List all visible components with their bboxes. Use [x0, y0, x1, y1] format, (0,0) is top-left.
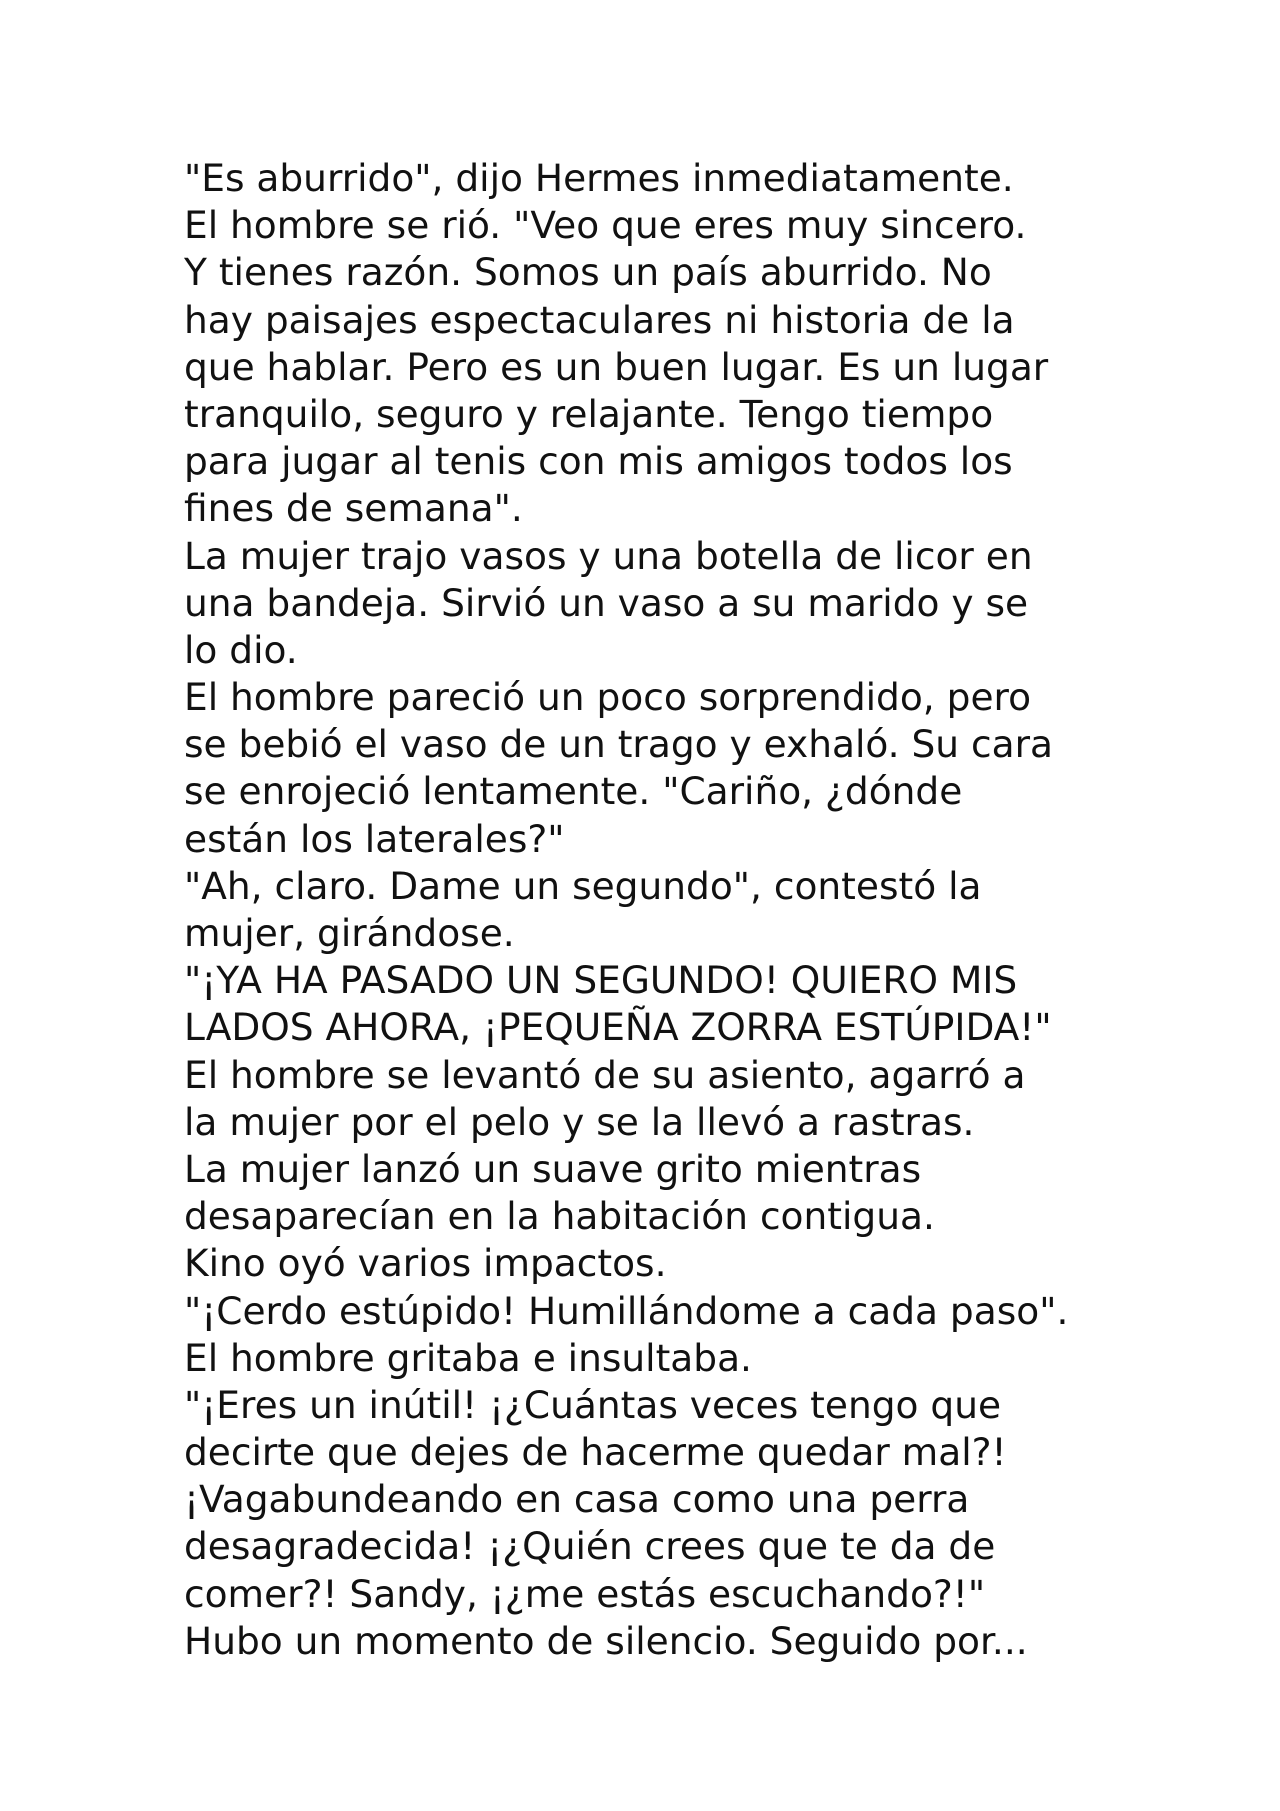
text-line: Hubo un momento de silencio. Seguido por... [184, 1618, 1028, 1663]
text-line: para jugar al tenis con mis amigos todos los [184, 439, 1013, 484]
text-line: La mujer lanzó un suave grito mientras [184, 1146, 922, 1191]
body-text [184, 155, 1124, 1665]
text-line: El hombre se levantó de su asiento, agarró a [184, 1052, 1026, 1097]
text-line: La mujer trajo vasos y una botella de licor en [184, 533, 1033, 578]
text-line: "¡YA HA PASADO UN SEGUNDO! QUIERO MIS [184, 958, 1018, 1003]
text-line: Kino oyó varios impactos. [184, 1241, 667, 1286]
text-line: fines de semana". [184, 486, 523, 531]
text-line: se bebió el vaso de un trago y exhaló. Su cara [184, 722, 1053, 767]
text-line: comer?! Sandy, ¡¿me estás escuchando?!" [184, 1571, 986, 1616]
text-line: "¡Cerdo estúpido! Humillándome a cada paso". [184, 1288, 1069, 1333]
text-line: se enrojeció lentamente. "Cariño, ¿dónde [184, 769, 963, 814]
text-line: lo dio. [184, 627, 298, 672]
text-line: mujer, girándose. [184, 911, 515, 955]
text-line: una bandeja. Sirvió un vaso a su marido y se [184, 580, 1029, 625]
text-line: "Ah, claro. Dame un segundo", contestó la [184, 863, 982, 908]
text-line: hay paisajes espectaculares ni historia de la [184, 297, 1015, 342]
text-line: El hombre se rió. "Veo que eres muy sincero. [184, 203, 1027, 248]
text-line: LADOS AHORA, ¡PEQUEÑA ZORRA ESTÚPIDA!" [184, 1005, 1052, 1050]
text-line: tranquilo, seguro y relajante. Tengo tiempo [184, 391, 994, 436]
text-line: El hombre gritaba e insultaba. [184, 1335, 752, 1380]
text-line: están los laterales?" [184, 816, 565, 861]
text-line: desagradecida! ¡¿Quién crees que te da de [184, 1524, 996, 1569]
text-line: desaparecían en la habitación contigua. [184, 1194, 935, 1239]
text-line: Y tienes razón. Somos un país aburrido. No [184, 250, 992, 295]
text-line: ¡Vagabundeando en casa como una perra [184, 1477, 970, 1522]
text-line: decirte que dejes de hacerme quedar mal?! [184, 1430, 1007, 1475]
text-line: "Es aburrido", dijo Hermes inmediatamente. [184, 156, 1014, 200]
text-line: El hombre pareció un poco sorprendido, pero [184, 675, 1032, 720]
text-line: que hablar. Pero es un buen lugar. Es un lugar [184, 344, 1049, 389]
text-line: la mujer por el pelo y se la llevó a rastras. [184, 1099, 975, 1144]
text-line: "¡Eres un inútil! ¡¿Cuántas veces tengo que [184, 1382, 1002, 1427]
